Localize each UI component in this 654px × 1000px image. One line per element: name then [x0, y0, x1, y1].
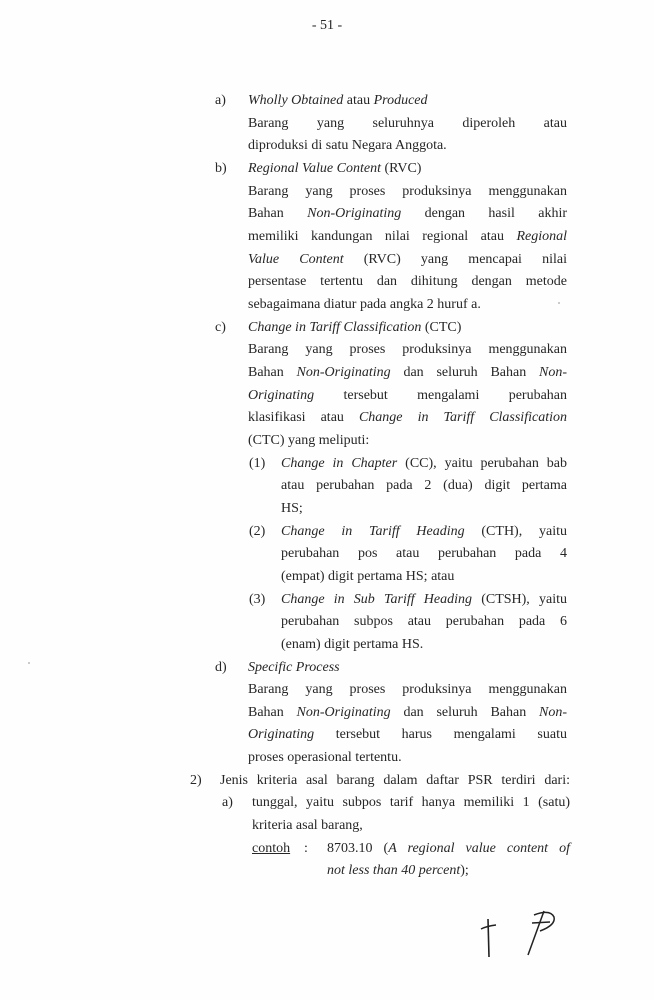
text-line: [248, 363, 567, 383]
list-marker: (3): [249, 591, 266, 607]
italic-term: Originating: [248, 387, 315, 403]
text-line: [252, 816, 570, 836]
example-label: contoh: [252, 840, 291, 856]
text-segment: tunggal, yaitu subpos tarif hanya memiliki 1 (satu): [252, 795, 570, 811]
italic-term: Non-Originating: [296, 704, 391, 720]
text-line: [248, 431, 567, 451]
text-line: [248, 182, 567, 202]
example-colon: :: [304, 840, 308, 856]
list-marker: d): [215, 659, 227, 675]
list-marker: (2): [249, 523, 266, 539]
text-line: [248, 408, 567, 428]
italic-term: Change in Chapter: [281, 455, 398, 471]
italic-term: Non-: [539, 364, 567, 380]
italic-term: Change in Tariff Classification: [358, 410, 567, 426]
text-segment: memiliki kandungan nilai regional atau: [248, 228, 517, 244]
text-line: [248, 318, 567, 338]
text-segment: sebagaimana diatur pada angka 2 huruf a.: [248, 296, 481, 312]
scan-speck: [558, 302, 560, 304]
text-line: [281, 476, 567, 496]
text-line: [248, 136, 567, 156]
scan-speck: [28, 662, 30, 664]
text-segment: (CC), yaitu perubahan bab: [397, 455, 567, 471]
text-segment: (CTC) yang meliputi:: [248, 432, 370, 448]
text-segment: Jenis kriteria asal barang dalam daftar PSR terdiri dari:: [220, 772, 570, 788]
text-line: [248, 114, 567, 134]
text-line: [248, 159, 567, 179]
text-line: [252, 793, 570, 813]
text-segment: klasifikasi atau: [248, 410, 359, 426]
text-line: [248, 748, 567, 768]
italic-term: Non-: [539, 704, 567, 720]
text-segment: dengan hasil akhir: [401, 206, 568, 222]
text-segment: atau: [343, 93, 374, 108]
text-line: [327, 861, 570, 881]
text-line: [281, 454, 567, 474]
text-segment: (RVC): [380, 160, 422, 176]
text-line: [281, 590, 567, 610]
text-segment: (CTSH), yaitu: [472, 591, 567, 607]
text-segment: (CTH), yaitu: [464, 523, 567, 539]
text-line: [281, 499, 567, 519]
list-marker: b): [215, 160, 227, 176]
italic-term: Produced: [373, 93, 428, 108]
text-segment: persentase tertentu dan dihitung dengan metode: [248, 274, 567, 290]
text-segment: kriteria asal barang,: [252, 818, 363, 834]
text-segment: Barang yang proses produksinya menggunakan: [248, 682, 567, 698]
text-segment: 8703.10 (: [327, 840, 389, 856]
italic-term: not less than 40 percent: [327, 863, 461, 879]
text-segment: dan seluruh Bahan: [390, 364, 539, 380]
list-marker: a): [222, 795, 233, 811]
text-line: [281, 612, 567, 632]
text-segment: (CTC): [421, 319, 462, 335]
text-segment: );: [460, 863, 469, 879]
handwritten-initials-signature: [470, 905, 570, 965]
text-line: [281, 522, 567, 542]
text-segment: dan seluruh Bahan: [390, 704, 539, 720]
italic-term: Specific Process: [248, 659, 340, 675]
text-line: [281, 544, 567, 564]
text-line: [248, 227, 567, 247]
text-segment: atau perubahan pada 2 (dua) digit pertama: [281, 478, 567, 494]
italic-term: Change in Sub Tariff Heading: [281, 591, 473, 607]
italic-term: Change in Tariff Classification: [248, 319, 422, 335]
text-segment: perubahan pos atau perubahan pada 4: [281, 546, 567, 562]
text-segment: Barang yang seluruhnya diperoleh atau: [248, 115, 567, 131]
text-line: [248, 250, 567, 270]
italic-term: Change in Tariff Heading: [281, 523, 465, 539]
list-marker: c): [215, 319, 226, 335]
text-segment: (empat) digit pertama HS; atau: [281, 568, 455, 584]
text-segment: proses operasional tertentu.: [248, 750, 402, 766]
page-number: - 51 -: [311, 18, 343, 33]
text-segment: Bahan: [248, 364, 297, 380]
italic-term: Value Content: [248, 251, 344, 267]
text-line: [248, 658, 567, 678]
text-line: [248, 340, 567, 360]
text-segment: Bahan: [248, 206, 308, 222]
text-line: [248, 703, 567, 723]
text-line: [281, 635, 567, 655]
text-segment: diproduksi di satu Negara Anggota.: [248, 138, 447, 154]
text-segment: Barang yang proses produksinya menggunakan: [248, 342, 567, 358]
text-segment: perubahan subpos atau perubahan pada 6: [281, 614, 567, 630]
text-segment: Bahan: [248, 704, 297, 720]
italic-term: Originating: [248, 727, 315, 743]
text-line: [327, 839, 570, 859]
text-segment: Barang yang proses produksinya menggunakan: [248, 183, 567, 199]
list-marker: (1): [249, 455, 266, 471]
italic-term: Non-Originating: [307, 206, 402, 222]
italic-term: A regional value content of: [388, 840, 570, 856]
text-segment: (RVC) yang mencapai nilai: [343, 251, 567, 267]
text-line: [248, 204, 567, 224]
text-line: [248, 725, 567, 745]
text-segment: (enam) digit pertama HS.: [281, 636, 424, 652]
text-line: [248, 680, 567, 700]
text-line: [248, 272, 567, 292]
text-segment: tersebut mengalami perubahan: [314, 387, 567, 403]
text-line: [248, 91, 567, 111]
text-line: [248, 295, 567, 315]
list-marker: 2): [190, 772, 202, 788]
italic-term: Non-Originating: [296, 364, 391, 380]
list-marker: a): [215, 93, 226, 108]
text-line: [281, 567, 567, 587]
text-line: [220, 771, 570, 791]
italic-term: Regional Value Content: [248, 160, 381, 176]
italic-term: Regional: [516, 228, 567, 244]
italic-term: Wholly Obtained: [248, 93, 344, 108]
text-segment: tersebut harus mengalami suatu: [314, 727, 567, 743]
text-segment: HS;: [281, 500, 303, 516]
text-line: [248, 386, 567, 406]
